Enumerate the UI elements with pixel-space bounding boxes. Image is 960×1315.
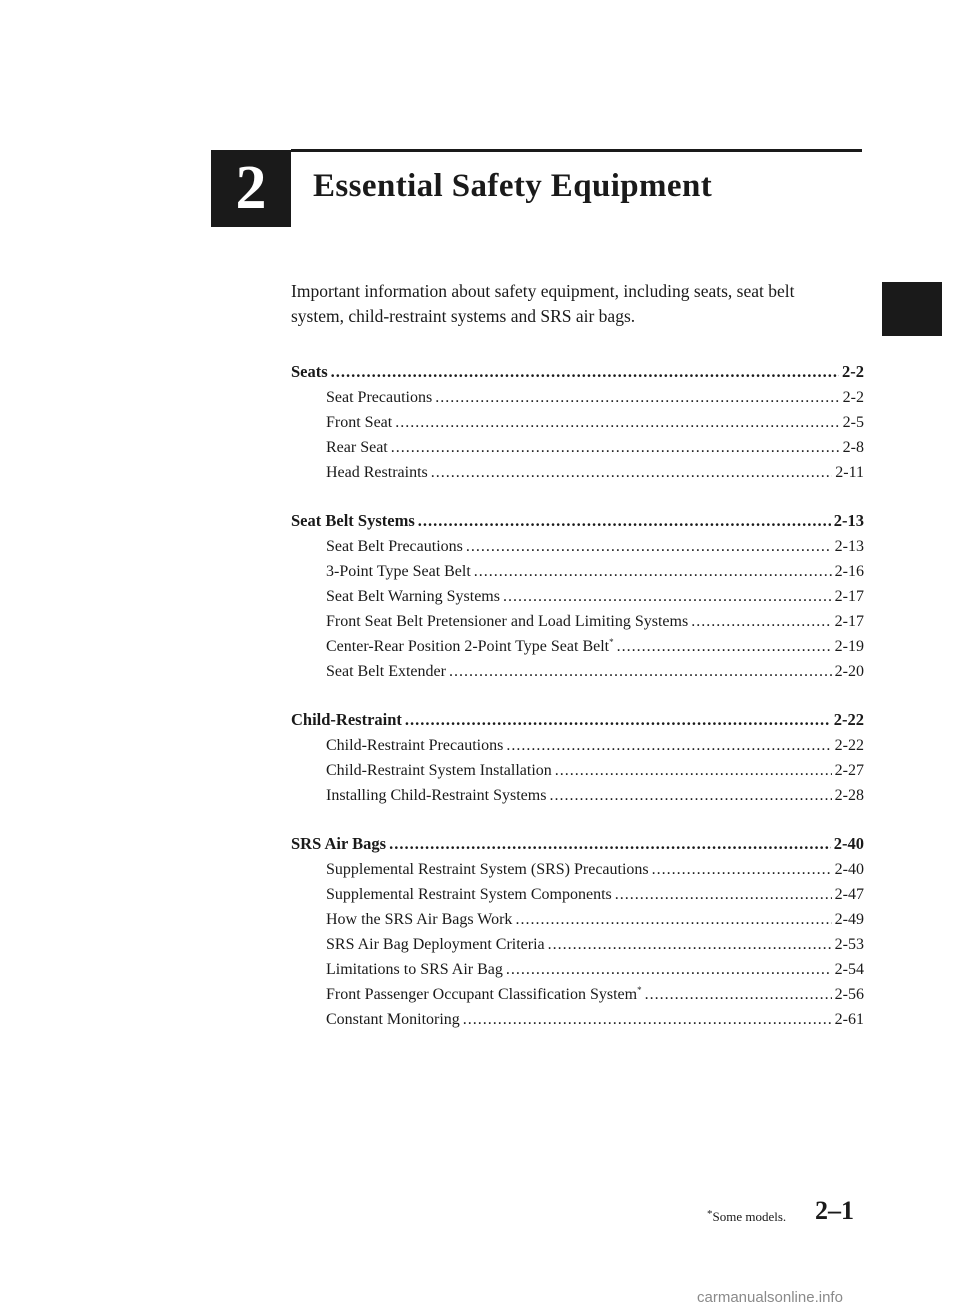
toc-leader [395,410,839,435]
toc-entry-title: Supplemental Restraint System Components [326,886,612,903]
toc-leader [549,783,831,808]
toc-entry-title: Seat Precautions [326,389,433,406]
toc-leader [691,609,831,634]
toc-page-ref: 2-40 [834,861,864,878]
footnote-mark: * [707,1208,713,1220]
toc-page-ref: 2-49 [834,911,864,928]
toc-entry[interactable] [291,460,864,485]
toc-leader [506,957,832,982]
toc-page-ref: 2-13 [833,511,864,530]
toc-entry[interactable] [291,758,864,783]
chapter-intro [291,279,871,329]
toc-page-ref: 2-2 [842,389,864,406]
title-rule [291,149,862,152]
toc-section-seat-belt-systems [291,508,864,684]
intro-line-2: system, child-restraint systems and SRS air bags. [291,306,636,326]
toc-entry-title: How the SRS Air Bags Work [326,911,513,928]
toc-leader [617,634,832,659]
toc-leader [515,907,831,932]
toc-entry-title: Head Restraints [326,464,428,481]
toc-entry-title: Child-Restraint System Installation [326,762,552,779]
toc-entry-title: Front Seat Belt Pretensioner and Load Limiting Systems [326,613,689,630]
toc-leader [389,831,831,857]
toc-page-ref: 2-2 [842,362,864,381]
toc-page-ref: 2-13 [834,538,864,555]
toc-section-title: SRS Air Bags [291,834,387,853]
toc-section-title: Seat Belt Systems [291,511,415,530]
toc-entry-title: Seat Belt Precautions [326,538,463,555]
toc-entry-title: Center-Rear Position 2-Point Type Seat Belt [326,638,610,655]
footnote-text: Some models. [712,1209,787,1224]
toc-section-child-restraint [291,707,864,808]
toc-entry-title-wrap [326,982,642,1007]
toc-leader [391,435,840,460]
toc-entry-title-wrap [326,634,614,659]
toc-entry[interactable] [291,932,864,957]
toc-page-ref: 2-28 [834,787,864,804]
toc-section-heading[interactable] [291,831,864,857]
toc-leader [645,982,832,1007]
toc-section-heading[interactable] [291,508,864,534]
toc-entry[interactable] [291,783,864,808]
toc-entry[interactable] [291,882,864,907]
toc-entry[interactable] [291,907,864,932]
toc-entry-title: Seat Belt Warning Systems [326,588,500,605]
toc-leader [474,559,832,584]
toc-page-ref: 2-27 [834,762,864,779]
toc-leader [555,758,832,783]
toc-entry[interactable] [291,957,864,982]
toc-entry-title: 3-Point Type Seat Belt [326,563,471,580]
toc-entry-title: Installing Child-Restraint Systems [326,787,547,804]
toc-entry[interactable] [291,609,864,634]
toc-page-ref: 2-11 [835,464,864,481]
page-number: 2–1 [815,1196,854,1225]
toc-page-ref: 2-22 [834,737,864,754]
toc-leader [503,584,832,609]
toc-leader [506,733,831,758]
toc-leader [548,932,832,957]
toc-section-seats [291,359,864,485]
toc-page-ref: 2-53 [834,936,864,953]
toc-entry[interactable] [291,584,864,609]
chapter-side-tab [882,282,942,336]
toc-section-heading[interactable] [291,359,864,385]
toc-section-heading[interactable] [291,707,864,733]
toc-entry[interactable] [291,634,864,659]
toc-entry-title: Child-Restraint Precautions [326,737,504,754]
toc-leader [331,359,839,385]
toc-page-ref: 2-61 [834,1011,864,1028]
toc-leader [449,659,832,684]
toc-entry[interactable] [291,857,864,882]
toc-entry-title: Constant Monitoring [326,1011,460,1028]
toc-page-ref: 2-19 [834,638,864,655]
toc-entry-title: Supplemental Restraint System (SRS) Precautions [326,861,649,878]
toc-page-ref: 2-20 [834,663,864,680]
toc-page-ref: 2-17 [834,588,864,605]
toc-page-ref: 2-47 [834,886,864,903]
toc-entry-title: Limitations to SRS Air Bag [326,961,503,978]
toc-leader [418,508,831,534]
toc-section-srs-air-bags [291,831,864,1032]
toc-page-ref: 2-8 [842,439,864,456]
toc-page-ref: 2-22 [833,710,864,729]
some-models-mark: * [609,637,614,647]
watermark: carmanualsonline.info [697,1289,843,1306]
toc-page-ref: 2-17 [834,613,864,630]
toc-page-ref: 2-16 [834,563,864,580]
toc-entry-title: Rear Seat [326,439,388,456]
toc-entry[interactable] [291,733,864,758]
toc-leader [463,1007,832,1032]
toc-entry[interactable] [291,534,864,559]
toc-leader [466,534,832,559]
toc-section-title: Child-Restraint [291,710,402,729]
toc-entry[interactable] [291,559,864,584]
toc-entry[interactable] [291,1007,864,1032]
table-of-contents [291,359,864,1055]
toc-entry-title: Front Seat [326,414,393,431]
toc-leader [615,882,832,907]
toc-entry-title: SRS Air Bag Deployment Criteria [326,936,545,953]
toc-section-title: Seats [291,362,328,381]
toc-leader [405,707,831,733]
toc-entry[interactable] [291,982,864,1007]
toc-entry-title: Front Passenger Occupant Classification System [326,986,638,1003]
intro-line-1: Important information about safety equipment, including seats, seat belt [291,281,795,301]
chapter-number-block: 2 [211,150,291,227]
toc-page-ref: 2-40 [833,834,864,853]
toc-entry[interactable] [291,410,864,435]
toc-entry-title: Seat Belt Extender [326,663,446,680]
toc-page-ref: 2-54 [834,961,864,978]
toc-leader [435,385,839,410]
toc-page-ref: 2-5 [842,414,864,431]
toc-entry[interactable] [291,385,864,410]
chapter-title: Essential Safety Equipment [313,168,713,204]
toc-entry[interactable] [291,659,864,684]
some-models-mark: * [637,985,642,995]
toc-leader [652,857,832,882]
toc-leader [431,460,833,485]
toc-page-ref: 2-56 [834,986,864,1003]
footnote [707,1208,786,1225]
toc-entry[interactable] [291,435,864,460]
